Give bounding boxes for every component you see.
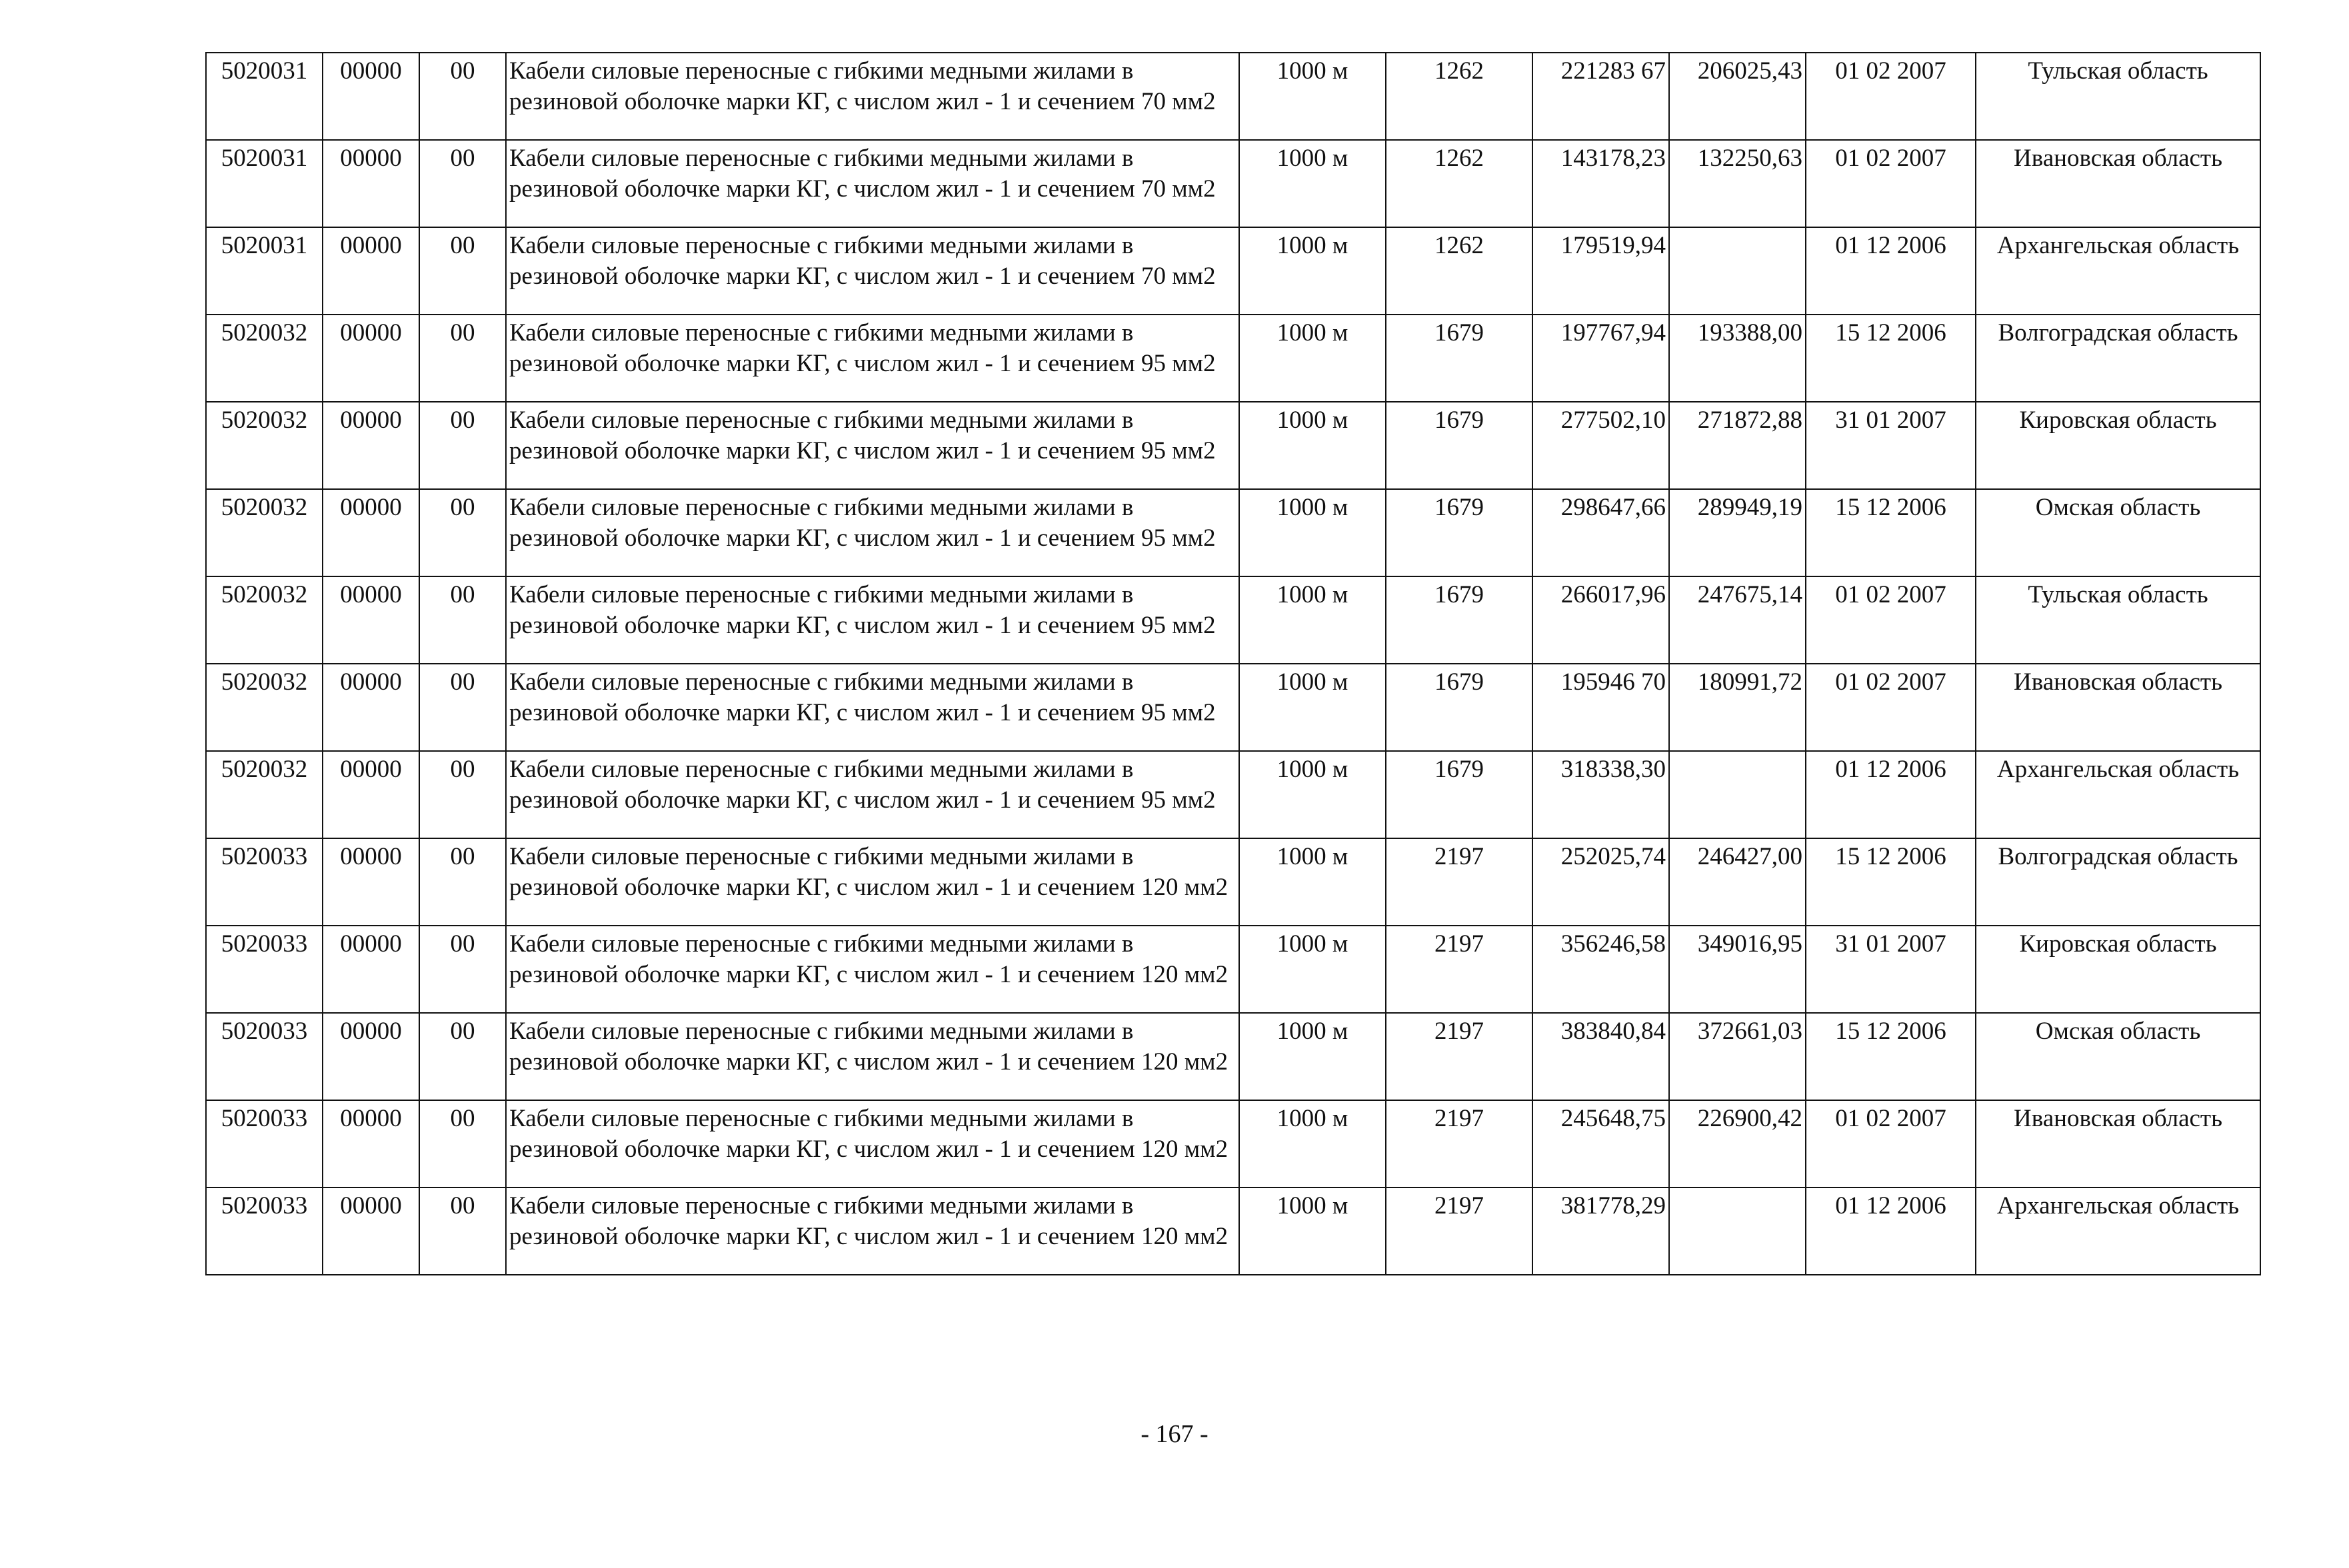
description-cell: Кабели силовые переносные с гибкими медными жилами в резиновой оболочке марки КГ, с числом жил - 1 и сечением 120 мм2 xyxy=(506,926,1239,1013)
product-code-cell: 5020033 xyxy=(206,1100,323,1187)
table-row xyxy=(206,838,2260,926)
price-alt-cell: 349016,95 xyxy=(1669,926,1806,1013)
sub-code-cell: 00000 xyxy=(323,838,419,926)
description-cell: Кабели силовые переносные с гибкими медными жилами в резиновой оболочке марки КГ, с числом жил - 1 и сечением 120 мм2 xyxy=(506,1013,1239,1100)
price-cell: 197767,94 xyxy=(1532,315,1669,402)
description-cell: Кабели силовые переносные с гибкими медными жилами в резиновой оболочке марки КГ, с числом жил - 1 и сечением 95 мм2 xyxy=(506,751,1239,838)
description-cell: Кабели силовые переносные с гибкими медными жилами в резиновой оболочке марки КГ, с числом жил - 1 и сечением 95 мм2 xyxy=(506,402,1239,489)
date-cell: 01 02 2007 xyxy=(1806,140,1976,227)
region-cell: Архангельская область xyxy=(1976,1187,2260,1275)
description-cell: Кабели силовые переносные с гибкими медными жилами в резиновой оболочке марки КГ, с числом жил - 1 и сечением 95 мм2 xyxy=(506,315,1239,402)
description-cell: Кабели силовые переносные с гибкими медными жилами в резиновой оболочке марки КГ, с числом жил - 1 и сечением 120 мм2 xyxy=(506,838,1239,926)
unit-cell: 1000 м xyxy=(1239,664,1386,751)
quantity-cell: 1262 xyxy=(1386,227,1532,315)
table-row xyxy=(206,1013,2260,1100)
unit-cell: 1000 м xyxy=(1239,315,1386,402)
group-code-cell: 00 xyxy=(419,1013,506,1100)
unit-cell: 1000 м xyxy=(1239,1100,1386,1187)
price-alt-cell: 271872,88 xyxy=(1669,402,1806,489)
group-code-cell: 00 xyxy=(419,140,506,227)
price-cell: 318338,30 xyxy=(1532,751,1669,838)
price-alt-cell: 247675,14 xyxy=(1669,576,1806,664)
quantity-cell: 1262 xyxy=(1386,140,1532,227)
table-row xyxy=(206,53,2260,140)
date-cell: 01 12 2006 xyxy=(1806,1187,1976,1275)
sub-code-cell: 00000 xyxy=(323,53,419,140)
unit-cell: 1000 м xyxy=(1239,140,1386,227)
price-alt-cell xyxy=(1669,227,1806,315)
table-row xyxy=(206,1100,2260,1187)
page-number: - 167 - xyxy=(1141,1420,1208,1448)
price-alt-cell: 226900,42 xyxy=(1669,1100,1806,1187)
sub-code-cell: 00000 xyxy=(323,1100,419,1187)
price-alt-cell xyxy=(1669,751,1806,838)
region-cell: Ивановская область xyxy=(1976,140,2260,227)
price-alt-cell: 193388,00 xyxy=(1669,315,1806,402)
product-code-cell: 5020032 xyxy=(206,751,323,838)
quantity-cell: 1679 xyxy=(1386,489,1532,576)
unit-cell: 1000 м xyxy=(1239,576,1386,664)
description-cell: Кабели силовые переносные с гибкими медными жилами в резиновой оболочке марки КГ, с числом жил - 1 и сечением 70 мм2 xyxy=(506,140,1239,227)
price-table xyxy=(205,52,2261,1275)
product-code-cell: 5020033 xyxy=(206,1013,323,1100)
product-code-cell: 5020031 xyxy=(206,53,323,140)
quantity-cell: 1679 xyxy=(1386,751,1532,838)
group-code-cell: 00 xyxy=(419,53,506,140)
sub-code-cell: 00000 xyxy=(323,1187,419,1275)
price-cell: 356246,58 xyxy=(1532,926,1669,1013)
description-cell: Кабели силовые переносные с гибкими медными жилами в резиновой оболочке марки КГ, с числом жил - 1 и сечением 70 мм2 xyxy=(506,53,1239,140)
table-row xyxy=(206,576,2260,664)
table-row xyxy=(206,402,2260,489)
table-row xyxy=(206,315,2260,402)
product-code-cell: 5020032 xyxy=(206,664,323,751)
region-cell: Волгоградская область xyxy=(1976,838,2260,926)
sub-code-cell: 00000 xyxy=(323,1013,419,1100)
product-code-cell: 5020032 xyxy=(206,402,323,489)
product-code-cell: 5020032 xyxy=(206,315,323,402)
region-cell: Омская область xyxy=(1976,489,2260,576)
region-cell: Омская область xyxy=(1976,1013,2260,1100)
unit-cell: 1000 м xyxy=(1239,227,1386,315)
date-cell: 01 12 2006 xyxy=(1806,227,1976,315)
sub-code-cell: 00000 xyxy=(323,140,419,227)
quantity-cell: 2197 xyxy=(1386,1100,1532,1187)
group-code-cell: 00 xyxy=(419,838,506,926)
table-row xyxy=(206,664,2260,751)
date-cell: 31 01 2007 xyxy=(1806,402,1976,489)
unit-cell: 1000 м xyxy=(1239,838,1386,926)
product-code-cell: 5020031 xyxy=(206,140,323,227)
group-code-cell: 00 xyxy=(419,489,506,576)
region-cell: Ивановская область xyxy=(1976,1100,2260,1187)
date-cell: 31 01 2007 xyxy=(1806,926,1976,1013)
price-cell: 277502,10 xyxy=(1532,402,1669,489)
table-body xyxy=(206,53,2260,1275)
description-cell: Кабели силовые переносные с гибкими медными жилами в резиновой оболочке марки КГ, с числом жил - 1 и сечением 120 мм2 xyxy=(506,1100,1239,1187)
price-cell: 266017,96 xyxy=(1532,576,1669,664)
unit-cell: 1000 м xyxy=(1239,53,1386,140)
date-cell: 15 12 2006 xyxy=(1806,489,1976,576)
group-code-cell: 00 xyxy=(419,1187,506,1275)
quantity-cell: 1679 xyxy=(1386,576,1532,664)
unit-cell: 1000 м xyxy=(1239,751,1386,838)
region-cell: Архангельская область xyxy=(1976,751,2260,838)
date-cell: 15 12 2006 xyxy=(1806,838,1976,926)
region-cell: Волгоградская область xyxy=(1976,315,2260,402)
date-cell: 01 02 2007 xyxy=(1806,664,1976,751)
region-cell: Ивановская область xyxy=(1976,664,2260,751)
table-row xyxy=(206,1187,2260,1275)
region-cell: Архангельская область xyxy=(1976,227,2260,315)
table-row xyxy=(206,227,2260,315)
quantity-cell: 2197 xyxy=(1386,838,1532,926)
table-row xyxy=(206,751,2260,838)
region-cell: Тульская область xyxy=(1976,576,2260,664)
unit-cell: 1000 м xyxy=(1239,926,1386,1013)
sub-code-cell: 00000 xyxy=(323,402,419,489)
price-alt-cell: 246427,00 xyxy=(1669,838,1806,926)
table-row xyxy=(206,489,2260,576)
region-cell: Кировская область xyxy=(1976,402,2260,489)
sub-code-cell: 00000 xyxy=(323,315,419,402)
sub-code-cell: 00000 xyxy=(323,489,419,576)
group-code-cell: 00 xyxy=(419,576,506,664)
price-cell: 245648,75 xyxy=(1532,1100,1669,1187)
product-code-cell: 5020032 xyxy=(206,576,323,664)
quantity-cell: 1262 xyxy=(1386,53,1532,140)
date-cell: 01 12 2006 xyxy=(1806,751,1976,838)
quantity-cell: 2197 xyxy=(1386,926,1532,1013)
product-code-cell: 5020033 xyxy=(206,926,323,1013)
price-cell: 143178,23 xyxy=(1532,140,1669,227)
group-code-cell: 00 xyxy=(419,751,506,838)
price-alt-cell: 206025,43 xyxy=(1669,53,1806,140)
price-cell: 383840,84 xyxy=(1532,1013,1669,1100)
price-cell: 252025,74 xyxy=(1532,838,1669,926)
group-code-cell: 00 xyxy=(419,664,506,751)
quantity-cell: 2197 xyxy=(1386,1187,1532,1275)
description-cell: Кабели силовые переносные с гибкими медными жилами в резиновой оболочке марки КГ, с числом жил - 1 и сечением 95 мм2 xyxy=(506,489,1239,576)
sub-code-cell: 00000 xyxy=(323,576,419,664)
product-code-cell: 5020033 xyxy=(206,1187,323,1275)
date-cell: 15 12 2006 xyxy=(1806,1013,1976,1100)
price-alt-cell: 289949,19 xyxy=(1669,489,1806,576)
table-row xyxy=(206,926,2260,1013)
unit-cell: 1000 м xyxy=(1239,489,1386,576)
description-cell: Кабели силовые переносные с гибкими медными жилами в резиновой оболочке марки КГ, с числом жил - 1 и сечением 95 мм2 xyxy=(506,576,1239,664)
description-cell: Кабели силовые переносные с гибкими медными жилами в резиновой оболочке марки КГ, с числом жил - 1 и сечением 95 мм2 xyxy=(506,664,1239,751)
group-code-cell: 00 xyxy=(419,926,506,1013)
price-cell: 195946 70 xyxy=(1532,664,1669,751)
sub-code-cell: 00000 xyxy=(323,664,419,751)
sub-code-cell: 00000 xyxy=(323,926,419,1013)
sub-code-cell: 00000 xyxy=(323,751,419,838)
group-code-cell: 00 xyxy=(419,1100,506,1187)
unit-cell: 1000 м xyxy=(1239,402,1386,489)
group-code-cell: 00 xyxy=(419,315,506,402)
price-cell: 179519,94 xyxy=(1532,227,1669,315)
group-code-cell: 00 xyxy=(419,227,506,315)
price-cell: 221283 67 xyxy=(1532,53,1669,140)
price-cell: 298647,66 xyxy=(1532,489,1669,576)
date-cell: 01 02 2007 xyxy=(1806,1100,1976,1187)
date-cell: 15 12 2006 xyxy=(1806,315,1976,402)
price-alt-cell xyxy=(1669,1187,1806,1275)
quantity-cell: 1679 xyxy=(1386,402,1532,489)
product-code-cell: 5020031 xyxy=(206,227,323,315)
quantity-cell: 1679 xyxy=(1386,664,1532,751)
quantity-cell: 1679 xyxy=(1386,315,1532,402)
sub-code-cell: 00000 xyxy=(323,227,419,315)
price-alt-cell: 132250,63 xyxy=(1669,140,1806,227)
price-cell: 381778,29 xyxy=(1532,1187,1669,1275)
region-cell: Кировская область xyxy=(1976,926,2260,1013)
description-cell: Кабели силовые переносные с гибкими медными жилами в резиновой оболочке марки КГ, с числом жил - 1 и сечением 70 мм2 xyxy=(506,227,1239,315)
quantity-cell: 2197 xyxy=(1386,1013,1532,1100)
date-cell: 01 02 2007 xyxy=(1806,53,1976,140)
table-row xyxy=(206,140,2260,227)
product-code-cell: 5020032 xyxy=(206,489,323,576)
price-alt-cell: 180991,72 xyxy=(1669,664,1806,751)
price-alt-cell: 372661,03 xyxy=(1669,1013,1806,1100)
product-code-cell: 5020033 xyxy=(206,838,323,926)
group-code-cell: 00 xyxy=(419,402,506,489)
date-cell: 01 02 2007 xyxy=(1806,576,1976,664)
description-cell: Кабели силовые переносные с гибкими медными жилами в резиновой оболочке марки КГ, с числом жил - 1 и сечением 120 мм2 xyxy=(506,1187,1239,1275)
unit-cell: 1000 м xyxy=(1239,1187,1386,1275)
unit-cell: 1000 м xyxy=(1239,1013,1386,1100)
region-cell: Тульская область xyxy=(1976,53,2260,140)
